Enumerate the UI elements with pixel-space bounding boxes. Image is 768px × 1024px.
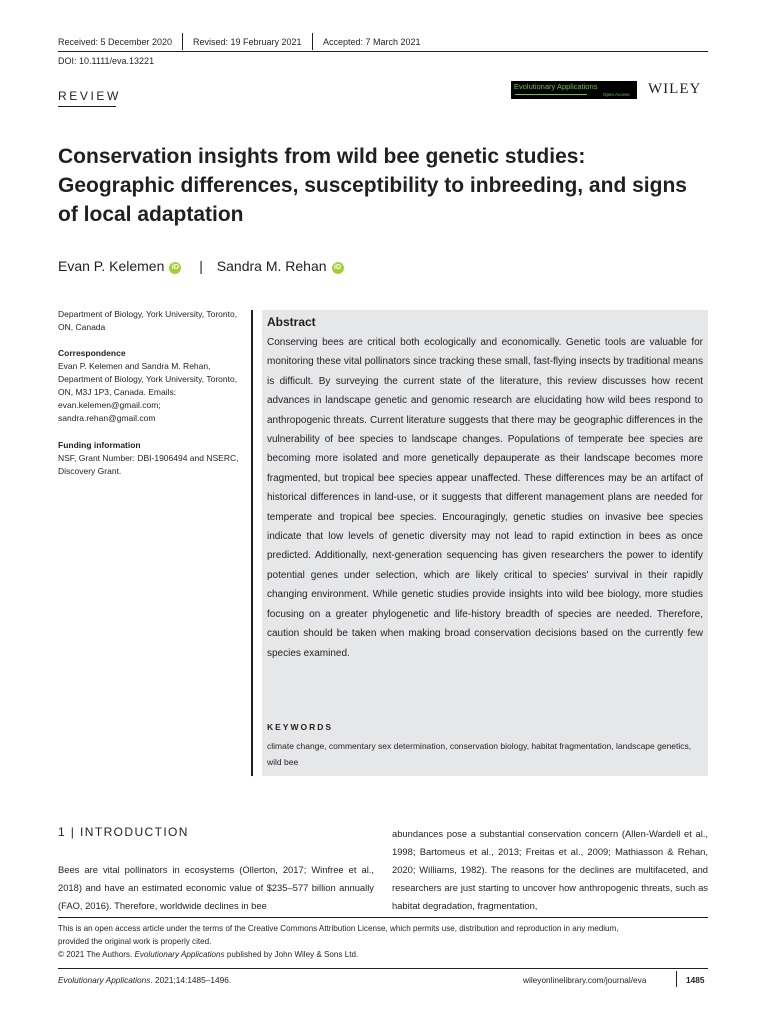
title-line: Conservation insights from wild bee genetic studies:: [58, 145, 586, 168]
copyright-suffix: published by John Wiley & Sons Ltd.: [224, 950, 359, 959]
keywords-heading: KEYWORDS: [267, 722, 334, 732]
section-heading: 1 | INTRODUCTION: [58, 825, 189, 839]
citation: [58, 975, 231, 985]
orcid-icon[interactable]: iD: [169, 262, 181, 274]
bottom-rule: [58, 968, 708, 969]
license-line: provided the original work is properly cited.: [58, 937, 212, 946]
author-name[interactable]: Sandra M. Rehan: [216, 258, 327, 274]
section-underline: [58, 106, 116, 107]
footer-divider: [676, 971, 677, 987]
affiliation: Department of Biology, York University, Toronto, ON, Canada: [58, 309, 238, 332]
logo-line: [515, 94, 587, 95]
title-line: Geographic differences, susceptibility to inbreeding, and signs: [58, 174, 687, 197]
page-number: 1485: [686, 975, 705, 985]
abstract-text: Conserving bees are critical both ecologically and economically. Genetic tools are valuable for monitoring these vital pollinators since tracking these small, fast-flying insects by traditional means is difficult. By surveying the current state of the literature, this review discusses how recent advances in landscape genetic and genomic research are elucidating how wild bees respond to anthropogenic threats. Current literature suggests that there may be geographic differences in the vulnerability of bee species to landscape changes. Populations of temperate bee species are becoming more isolated and more genetically depauperate as their landscape becomes more fragmented, but tropical bee species appear unaffected. These differences may be an artifact of historical differences in land-use, or it suggests that different management plans are needed for temperate and tropical bee species. Encouragingly, genetic studies on invasive bee species indicate that low levels of genetic diversity may not lead to rapid extinction in bees as once predicted. Additionally, next-generation sequencing has given researchers the power to identify potential genes under selection, which are likely critical to species' survival in their rapidly changing environment. While genetic studies provide insights into wild bee biology, more studies focusing on a greater phylogenetic and life-history breadth of species are needed. Therefore, caution should be taken when making broad conservation decisions based on the currently few species examined.: [267, 337, 703, 659]
revised-date: Revised: 19 February 2021: [193, 37, 302, 47]
copyright-line: [58, 948, 710, 961]
license-note: [58, 922, 710, 961]
funding-text: NSF, Grant Number: DBI-1906494 and NSERC, Discovery Grant.: [58, 453, 239, 476]
header-divider: [182, 33, 183, 50]
journal-logo[interactable]: [511, 81, 637, 99]
abstract-heading: Abstract: [267, 315, 316, 329]
funding-block: [58, 439, 248, 478]
open-access-label: Open Access: [603, 92, 630, 97]
received-date: Received: 5 December 2020: [58, 37, 173, 47]
footer-rule: [58, 917, 708, 918]
funding-heading: Funding information: [58, 440, 141, 450]
orcid-icon[interactable]: iD: [332, 262, 344, 274]
correspondence-text: Evan P. Kelemen and Sandra M. Rehan, Department of Biology, York University, Toronto, ON, M3J 1P3, Canada. Emails: evan.kelemen@gmail.com; sandra.rehan@gmail.com: [58, 361, 238, 423]
header-divider: [312, 33, 313, 50]
header-rule: [58, 51, 708, 52]
article-title: [58, 142, 718, 229]
section-label: REVIEW: [58, 89, 121, 103]
correspondence-block: [58, 347, 248, 425]
license-line: This is an open access article under the terms of the Creative Commons Attribution License, which permits use, distribution and reproduction in any medium,: [58, 924, 619, 933]
title-line: of local adaptation: [58, 203, 244, 226]
keywords-list: climate change, commentary sex determination, conservation biology, habitat fragmentation, landscape genetics, wild bee: [267, 741, 692, 767]
accepted-date: Accepted: 7 March 2021: [323, 37, 421, 47]
author-list: [58, 258, 344, 274]
copyright-journal: Evolutionary Applications: [134, 950, 225, 959]
citation-details: . 2021;14:1485–1496.: [150, 975, 232, 985]
body-column-right: abundances pose a substantial conservation concern (Allen-Wardell et al., 1998; Bartomeus et al., 2013; Freitas et al., 2009; Mathiasson & Rehan, 2020; Williams, 1982). The reasons for the declines are multifaceted, and researchers are just starting to uncover how anthropogenic threats, such as habitat degradation, fragmentation,: [392, 828, 708, 911]
body-column-left: Bees are vital pollinators in ecosystems (Ollerton, 2017; Winfree et al., 2018) and have an estimated economic value of $235–577 billion annually (FAO, 2016). Therefore, worldwide declines in bee: [58, 864, 374, 911]
author-name[interactable]: Evan P. Kelemen: [58, 258, 165, 274]
correspondence-heading: Correspondence: [58, 348, 126, 358]
doi-link[interactable]: DOI: 10.1111/eva.13221: [58, 56, 155, 66]
copyright-prefix: © 2021 The Authors.: [58, 950, 135, 959]
author-separator: |: [199, 258, 203, 274]
abstract-panel: [262, 310, 708, 776]
abstract-divider: [251, 310, 253, 776]
publisher-logo[interactable]: WILEY: [648, 81, 702, 97]
citation-journal: Evolutionary Applications: [58, 975, 151, 985]
journal-logo-text: Evolutionary Applications: [514, 82, 598, 91]
journal-url[interactable]: wileyonlinelibrary.com/journal/eva: [523, 975, 647, 985]
